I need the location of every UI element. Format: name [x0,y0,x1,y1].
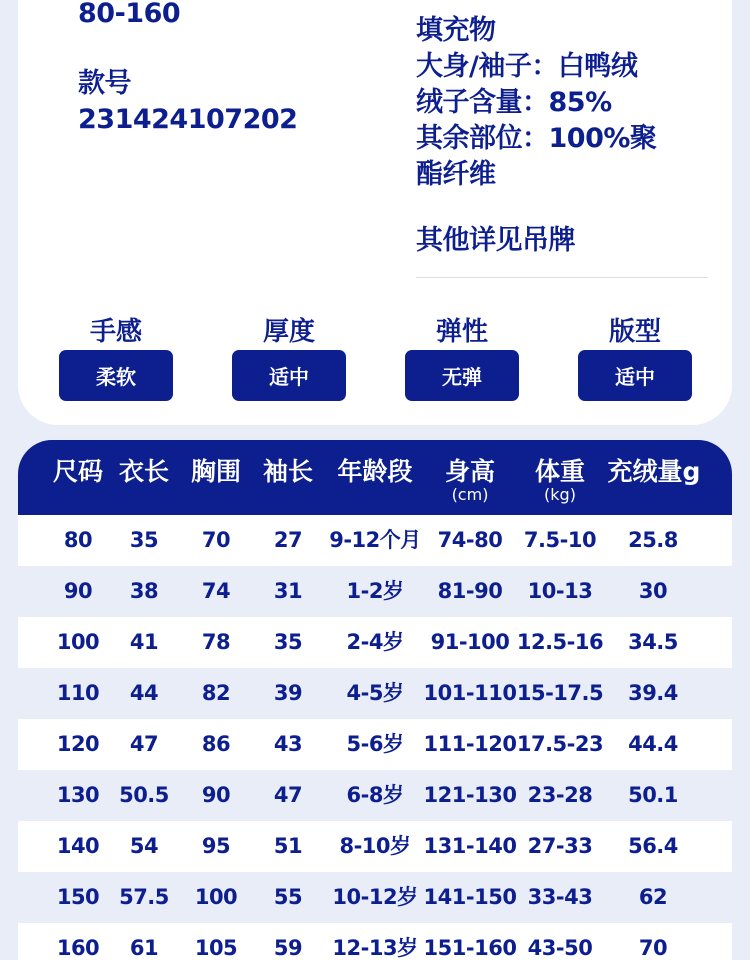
attr-label-elasticity: 弹性 [435,317,488,347]
table-cell: 51 [273,834,303,858]
header-height: 身高 (cm) [444,457,495,504]
table-cell: 17.5-23 [516,732,604,756]
table-cell: 54 [129,834,159,858]
divider [416,277,708,278]
table-cell: 33-43 [527,885,593,909]
table-cell: 30 [638,579,668,603]
table-row [18,617,732,668]
table-cell: 31 [273,579,303,603]
table-cell: 62 [638,885,668,909]
table-cell: 110 [56,681,100,705]
table-cell: 56.4 [628,834,678,858]
filling-body: 大身/袖子：白鸭绒 [416,51,638,82]
header-length: 衣长 [118,457,169,486]
table-cell: 111-120 [423,732,517,756]
table-cell: 44.4 [628,732,678,756]
table-row [18,821,732,872]
style-no: 231424107202 [78,104,298,135]
table-cell: 100 [56,630,100,654]
table-cell: 2-4岁 [346,630,404,654]
table-cell: 8-10岁 [339,834,411,858]
table-cell: 80 [63,528,93,552]
attr-label-fit: 版型 [608,317,661,347]
table-row [18,719,732,770]
table-cell: 105 [194,936,238,960]
table-cell: 47 [129,732,159,756]
table-cell: 121-130 [423,783,517,807]
table-cell: 70 [638,936,668,960]
table-cell: 43-50 [527,936,593,960]
table-cell: 41 [129,630,159,654]
other-parts-line1: 其余部位：100%聚 [416,123,657,154]
attr-value-feel: 柔软 [59,350,173,401]
table-cell: 151-160 [423,936,517,960]
table-cell: 27 [273,528,303,552]
table-cell: 50.1 [628,783,678,807]
header-sleeve: 袖长 [262,457,313,486]
attr-label-feel: 手感 [89,317,142,347]
table-cell: 38 [129,579,159,603]
style-no-label: 款号 [78,68,131,99]
attr-label-thickness: 厚度 [262,317,315,347]
table-cell: 50.5 [119,783,169,807]
table-cell: 90 [63,579,93,603]
table-cell: 120 [56,732,100,756]
table-cell: 74 [201,579,231,603]
filling-label: 填充物 [416,15,496,46]
table-cell: 150 [56,885,100,909]
table-cell: 78 [201,630,231,654]
table-cell: 34.5 [628,630,678,654]
table-row [18,872,732,923]
table-cell: 39 [273,681,303,705]
size-table [18,440,732,960]
product-info-card [18,0,732,425]
table-row [18,515,732,566]
see-hang-tag: 其他详见吊牌 [416,225,575,256]
table-cell: 35 [273,630,303,654]
table-cell: 131-140 [423,834,517,858]
table-cell: 57.5 [119,885,169,909]
table-cell: 59 [273,936,303,960]
header-weight: 体重 (kg) [534,457,585,504]
other-parts-line2: 酯纤维 [416,159,496,190]
table-cell: 55 [273,885,303,909]
size-range: 80-160 [78,0,181,29]
header-down-fill: 充绒量g [607,457,701,486]
table-cell: 39.4 [628,681,678,705]
table-cell: 35 [129,528,159,552]
table-cell: 141-150 [423,885,517,909]
table-cell: 5-6岁 [346,732,404,756]
table-cell: 70 [201,528,231,552]
table-row [18,566,732,617]
attr-value-fit: 适中 [578,350,692,401]
table-cell: 25.8 [628,528,678,552]
table-cell: 47 [273,783,303,807]
table-cell: 90 [201,783,231,807]
table-cell: 86 [201,732,231,756]
table-cell: 1-2岁 [346,579,404,603]
table-cell: 74-80 [437,528,503,552]
table-cell: 7.5-10 [523,528,597,552]
table-cell: 160 [56,936,100,960]
table-cell: 15-17.5 [516,681,604,705]
table-cell: 91-100 [430,630,510,654]
table-cell: 4-5岁 [346,681,404,705]
header-chest: 胸围 [190,457,241,486]
table-cell: 81-90 [437,579,503,603]
attr-value-elasticity: 无弹 [405,350,519,401]
table-cell: 95 [201,834,231,858]
table-cell: 12-13岁 [332,936,418,960]
table-row [18,770,732,821]
attr-value-thickness: 适中 [232,350,346,401]
table-cell: 140 [56,834,100,858]
table-cell: 82 [201,681,231,705]
table-cell: 27-33 [527,834,593,858]
table-cell: 61 [129,936,159,960]
table-cell: 130 [56,783,100,807]
table-cell: 44 [129,681,159,705]
down-content: 绒子含量：85% [416,87,612,118]
header-age: 年龄段 [337,457,413,486]
table-row [18,923,732,960]
table-cell: 100 [194,885,238,909]
table-cell: 43 [273,732,303,756]
table-row [18,668,732,719]
table-cell: 10-12岁 [332,885,418,909]
table-cell: 6-8岁 [346,783,404,807]
table-cell: 23-28 [527,783,593,807]
table-cell: 10-13 [527,579,593,603]
table-header [18,440,732,515]
table-cell: 101-110 [423,681,517,705]
header-size: 尺码 [52,457,103,486]
table-cell: 9-12个月 [329,528,421,552]
table-cell: 12.5-16 [516,630,604,654]
